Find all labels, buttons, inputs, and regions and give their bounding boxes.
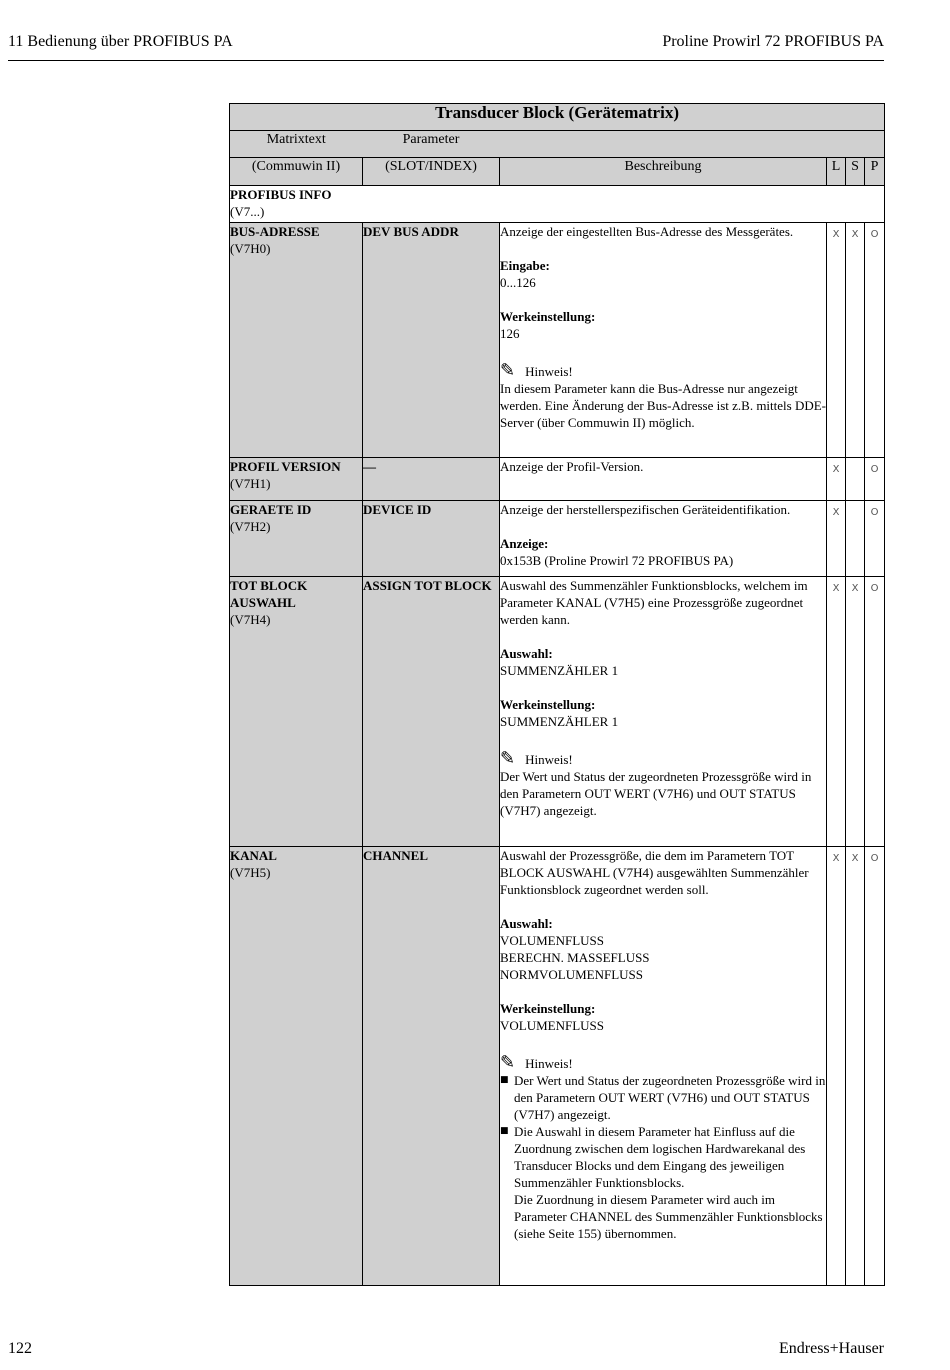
flag-s: X [846,847,865,1286]
row-label2: Werkeinstellung: [500,309,596,324]
row-desc: Anzeige der eingestellten Bus-Adresse des Messgerätes. [500,224,794,239]
note-title: Hinweis! [525,1056,573,1071]
row-name: KANAL [230,848,277,863]
row-name: BUS-ADRESSE [230,224,320,239]
row-param: CHANNEL [363,847,500,1286]
page-number: 122 [8,1340,32,1357]
col-slot-index-header: (SLOT/INDEX) [363,158,500,186]
header-rule [8,60,884,61]
note-title: Hinweis! [525,364,573,379]
row-label1: Eingabe: [500,258,550,273]
flag-l: X [827,458,846,501]
row-param: DEV BUS ADDR [363,223,500,458]
flag-l: X [827,223,846,458]
row-desc: Auswahl der Prozessgröße, die dem im Parametern TOT BLOCK AUSWAHL (V7H4) ausgewählten Summenzähler Funktionsblock zugeordnet werden soll. [500,848,809,897]
flag-p: O [865,223,885,458]
note-bullet-list [500,1072,826,1191]
row-label2: Werkeinstellung: [500,1001,596,1016]
flag-s: X [846,577,865,847]
option-item: BERECHN. MASSEFLUSS [500,950,650,965]
row-value2: 126 [500,326,520,341]
flag-s [846,501,865,577]
row-name: GERAETE ID [230,502,312,517]
row-name: TOT BLOCK AUSWAHL [230,578,308,610]
flag-l: X [827,847,846,1286]
row-desc: Anzeige der Profil-Version. [500,459,644,474]
table-row [230,458,885,501]
section-code: (V7...) [230,204,265,219]
col-beschreibung-header: Beschreibung [500,158,827,186]
row-label1: Anzeige: [500,536,549,551]
row-param: ASSIGN TOT BLOCK [363,577,500,847]
col-commuwin-header: (Commuwin II) [230,158,363,186]
transducer-block-table [229,103,885,1286]
option-item: NORMVOLUMENFLUSS [500,967,644,982]
flag-p: O [865,847,885,1286]
row-name: PROFIL VERSION [230,459,341,474]
pencil-note-icon: ✎ [500,748,516,769]
col-p-header: P [865,158,885,186]
col-matrixtext-header: Matrixtext [230,131,363,158]
flag-s: X [846,223,865,458]
section-name: PROFIBUS INFO [230,187,332,202]
col-parameter-header: Parameter [363,131,500,158]
row-param: DEVICE ID [363,501,500,577]
header-chapter: 11 Bedienung über PROFIBUS PA [8,33,233,50]
note-bullet: ■ Der Wert und Status der zugeordneten Prozessgröße wird in den Parametern OUT WERT (V7H6) und OUT STATUS (V7H7) angezeigt. [500,1072,826,1123]
footer-brand: Endress+Hauser [779,1340,884,1357]
row-label1: Auswahl: [500,646,553,661]
flag-s [846,458,865,501]
row-param: — [363,458,500,501]
row-desc: Auswahl des Summenzähler Funktionsblocks, welchem im Parameter KANAL (V7H5) eine Prozessgröße zugeordnet werden kann. [500,578,808,627]
col-l-header: L [827,158,846,186]
pencil-note-icon: ✎ [500,360,516,381]
note-bullet-continuation: Die Zuordnung in diesem Parameter wird auch im Parameter CHANNEL des Summenzähler Funktionsblocks (siehe Seite 155) übernommen. [514,1192,823,1241]
col-s-header: S [846,158,865,186]
pencil-note-icon: ✎ [500,1052,516,1073]
row-value1: 0...126 [500,275,536,290]
header-product: Proline Prowirl 72 PROFIBUS PA [662,33,884,50]
flag-l: X [827,501,846,577]
flag-p: O [865,501,885,577]
table-row [230,223,885,458]
row-value2: VOLUMENFLUSS [500,1018,605,1033]
row-desc: Anzeige der herstellerspezifischen Geräteidentifikation. [500,502,791,517]
row-code: (V7H4) [230,612,271,627]
option-item: VOLUMENFLUSS [500,933,605,948]
note-title: Hinweis! [525,752,573,767]
row-code: (V7H2) [230,519,271,534]
note-text: In diesem Parameter kann die Bus-Adresse nur angezeigt werden. Eine Änderung der Bus-Adresse ist z.B. mittels DDE-Server (über Commuwin II) möglich. [500,381,827,430]
row-value2: SUMMENZÄHLER 1 [500,714,619,729]
table-row [230,577,885,847]
row-label2: Werkeinstellung: [500,697,596,712]
row-value1: SUMMENZÄHLER 1 [500,663,619,678]
flag-p: O [865,577,885,847]
row-value1: 0x153B (Proline Prowirl 72 PROFIBUS PA) [500,553,734,568]
row-code: (V7H0) [230,241,271,256]
row-code: (V7H5) [230,865,271,880]
table-title: Transducer Block (Gerätematrix) [230,104,885,131]
table-row [230,501,885,577]
flag-l: X [827,577,846,847]
note-bullet: ■ Die Auswahl in diesem Parameter hat Einfluss auf die Zuordnung zwischen dem logischen Hardwarekanal des Transducer Blocks und dem Eingang des jeweiligen Summenzähler Funktionsblocks. [500,1123,826,1191]
note-text: Der Wert und Status der zugeordneten Prozessgröße wird in den Parametern OUT WERT (V7H6) und OUT STATUS (V7H7) angezeigt. [500,769,812,818]
row-code: (V7H1) [230,476,271,491]
row-label1: Auswahl: [500,916,553,931]
flag-p: O [865,458,885,501]
table-row [230,847,885,1286]
section-row [230,186,885,223]
